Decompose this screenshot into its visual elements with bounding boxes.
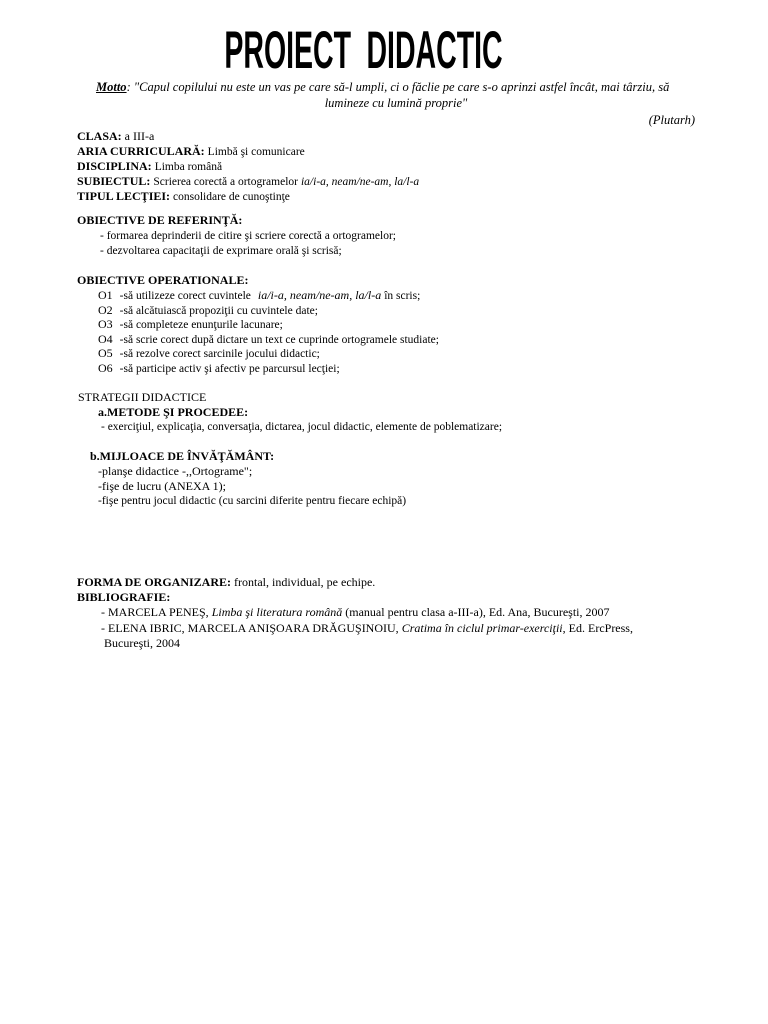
motto-colon: : bbox=[126, 80, 131, 94]
motto-line-1 bbox=[96, 80, 669, 94]
bibliography-details: , Ed. ErcPress, bbox=[562, 621, 633, 635]
field-value: Scrierea corectă a ortogramelor bbox=[153, 176, 298, 188]
subsection-heading-metode: a.METODE ŞI PROCEDEE: bbox=[98, 405, 249, 419]
field-value: Limba română bbox=[154, 161, 223, 173]
objective-code: O4 bbox=[98, 332, 113, 346]
bibliography-title: Limba şi literatura română bbox=[211, 605, 343, 619]
field-clasa bbox=[77, 129, 154, 143]
objective-code: O3 bbox=[98, 317, 113, 331]
objective-item-o6 bbox=[98, 361, 340, 376]
motto-quote-part-1: "Capul copilului nu este un vas pe care să-l umpli, ci o făclie pe care s-o aprinzi astfel încât, mai târziu, să bbox=[133, 80, 670, 94]
field-tipul-lectiei bbox=[77, 189, 290, 204]
title-text: PROIECT DIDACTIC bbox=[223, 21, 503, 81]
list-item: - formarea deprinderii de citire şi scriere corectă a ortogramelor; bbox=[100, 230, 396, 242]
objective-code: O1 bbox=[98, 288, 113, 302]
list-item: -fişe de lucru (ANEXA 1); bbox=[98, 479, 226, 493]
field-value: Limbă şi comunicare bbox=[207, 146, 305, 158]
motto-label: Motto bbox=[96, 80, 127, 94]
objective-item-o3 bbox=[98, 317, 283, 332]
section-heading-bibliografie: BIBLIOGRAFIE: bbox=[77, 590, 171, 604]
objective-text: -să alcătuiască propoziţii cu cuvintele date; bbox=[119, 305, 318, 317]
objective-code: O2 bbox=[98, 303, 113, 317]
objective-item-o2 bbox=[98, 303, 318, 318]
bibliography-author: - MARCELA PENEŞ, bbox=[101, 605, 209, 619]
list-item: - dezvoltarea capacitaţii de exprimare orală şi scrisă; bbox=[100, 245, 342, 257]
section-heading-obiective-operationale: OBIECTIVE OPERATIONALE: bbox=[77, 273, 249, 287]
objective-text: -să utilizeze corect cuvintele bbox=[119, 290, 251, 302]
objective-code: O6 bbox=[98, 361, 113, 375]
list-item: -planşe didactice -,,Ortograme"; bbox=[98, 464, 253, 478]
motto-line-2: lumineze cu lumină proprie" bbox=[324, 96, 468, 110]
field-label: FORMA DE ORGANIZARE: bbox=[77, 575, 232, 589]
section-heading-obiective-referinta: OBIECTIVE DE REFERINŢĂ: bbox=[77, 213, 243, 227]
objective-item-o4 bbox=[98, 332, 439, 347]
field-forma-organizare bbox=[77, 575, 375, 589]
bibliography-item bbox=[101, 605, 610, 619]
field-label: SUBIECTUL: bbox=[77, 174, 151, 188]
section-heading-strategii: STRATEGII DIDACTICE bbox=[78, 390, 207, 404]
document-title bbox=[0, 21, 726, 81]
bibliography-continuation: Bucureşti, 2004 bbox=[104, 636, 180, 650]
field-value: a III-a bbox=[124, 129, 155, 143]
field-label: ARIA CURRICULARĂ: bbox=[77, 144, 205, 158]
subsection-heading-mijloace: b.MIJLOACE DE ÎNVĂŢĂMÂNT: bbox=[90, 449, 275, 463]
field-value: consolidare de cunoştinţe bbox=[173, 191, 290, 203]
field-label: CLASA: bbox=[77, 129, 122, 143]
field-label: TIPUL LECŢIEI: bbox=[77, 189, 171, 203]
objective-code: O5 bbox=[98, 346, 113, 360]
bibliography-author: - ELENA IBRIC, MARCELA ANIŞOARA DRĂGUŞINOIU, bbox=[101, 621, 399, 635]
objective-item-o5 bbox=[98, 346, 320, 361]
bibliography-details: (manual pentru clasa a-III-a), Ed. Ana, Bucureşti, 2007 bbox=[345, 605, 610, 619]
objective-text: -să completeze enunţurile lacunare; bbox=[119, 319, 283, 331]
field-value-italic: ia/i-a, neam/ne-am, la/l-a bbox=[300, 176, 420, 188]
field-aria-curriculara bbox=[77, 144, 305, 159]
objective-text: -să participe activ şi afectiv pe parcursul lecţiei; bbox=[119, 363, 340, 375]
objective-text: -să scrie corect după dictare un text ce cuprinde ortogramele studiate; bbox=[119, 334, 439, 346]
objective-italic: ia/i-a, neam/ne-am, la/l-a bbox=[257, 288, 382, 302]
field-value: frontal, individual, pe echipe. bbox=[234, 575, 376, 589]
bibliography-title: Cratima în ciclul primar-exerciţii bbox=[401, 621, 563, 635]
objective-item-o1 bbox=[98, 288, 420, 303]
list-item: -fişe pentru jocul didactic (cu sarcini diferite pentru fiecare echipă) bbox=[98, 495, 407, 507]
field-label: DISCIPLINA: bbox=[77, 159, 152, 173]
list-item: - exerciţiul, explicaţia, conversaţia, dictarea, jocul didactic, elemente de poblematizare; bbox=[101, 421, 503, 433]
motto-author: (Plutarh) bbox=[648, 113, 695, 127]
field-disciplina bbox=[77, 159, 222, 174]
field-subiectul bbox=[77, 174, 419, 189]
objective-tail: în scris; bbox=[384, 290, 421, 302]
bibliography-item bbox=[101, 621, 633, 635]
objective-text: -să rezolve corect sarcinile jocului didactic; bbox=[119, 348, 320, 360]
